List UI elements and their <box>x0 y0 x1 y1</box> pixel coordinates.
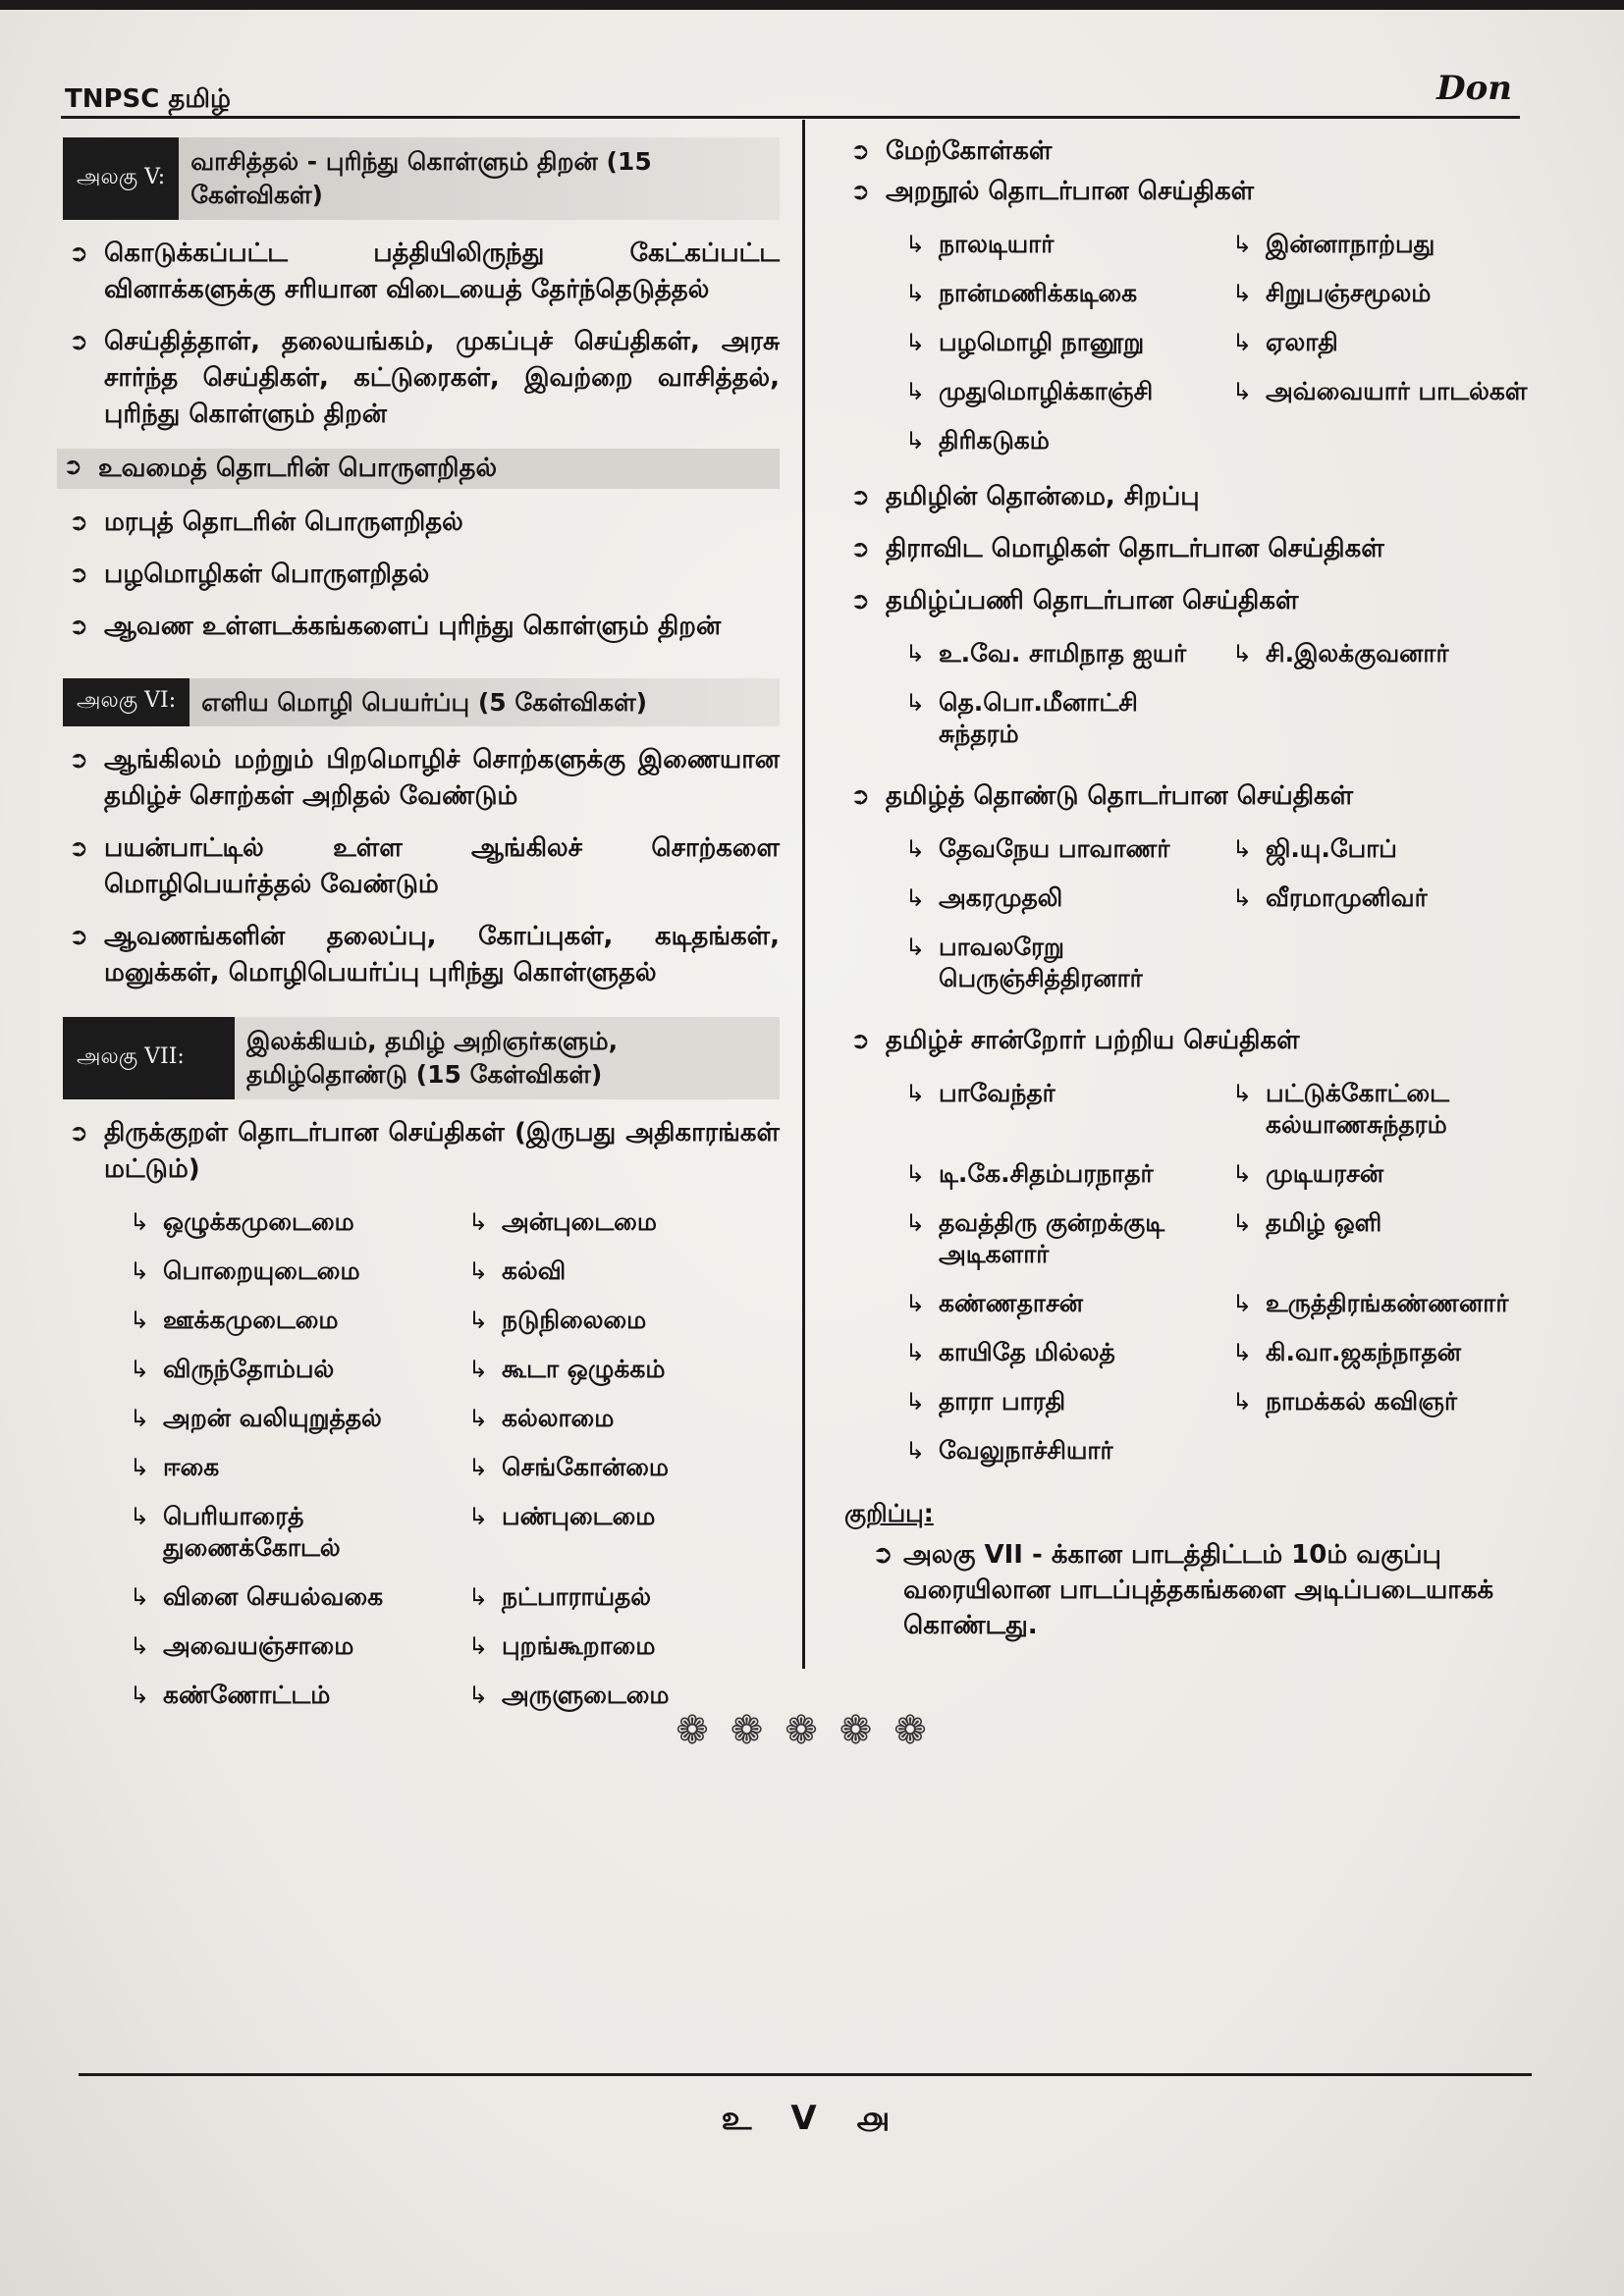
sub-list-item <box>1215 425 1532 456</box>
ornament-divider: ❁❁❁❁❁ <box>676 1708 948 1753</box>
sub-list-item: ↳ திரிகடுகம் <box>905 426 1050 454</box>
list-item: ➲ மரபுத் தொடரின் பொருளறிதல் <box>69 507 463 537</box>
arrow-bullet-icon: ↳ <box>130 1404 150 1432</box>
column-divider <box>802 120 805 1669</box>
right-column <box>844 128 1532 1643</box>
header-rule <box>61 116 1520 119</box>
sub-list-item: ↳ வீரமாமுனிவர் <box>1232 883 1428 912</box>
arrow-bullet-icon: ↳ <box>468 1404 489 1432</box>
unit6-label: அலகு VI: <box>63 678 189 727</box>
aranool-books <box>888 220 1532 465</box>
sub-list-item: ↳ கூடா ஒழுக்கம் <box>468 1354 666 1383</box>
right-list-4 <box>844 1023 1532 1059</box>
arrow-bullet-icon: ↳ <box>1232 835 1253 863</box>
arrow-bullet-icon: ↳ <box>468 1681 489 1709</box>
right-list-2 <box>844 479 1532 619</box>
arrow-bullet-icon: ↳ <box>1232 280 1253 307</box>
sub-list-item: ↳ காயிதே மில்லத் <box>905 1338 1115 1366</box>
list-item: ➲ தமிழ்த் தொண்டு தொடர்பான செய்திகள் <box>850 781 1354 811</box>
arrow-bullet-icon: ↳ <box>468 1502 489 1530</box>
unit5-label: அலகு V: <box>63 137 179 220</box>
publisher-logo: Don <box>1436 69 1512 108</box>
sub-list-item: ↳ கல்வி <box>468 1255 567 1285</box>
sub-list-item: ↳ தவத்திரு குன்றக்குடி அடிகளார் <box>905 1208 1165 1268</box>
unit7-title: இலக்கியம், தமிழ் அறிஞர்களும், தமிழ்தொண்டு (15 கேள்விகள்) <box>235 1017 780 1099</box>
tamilpani-people <box>888 629 1532 759</box>
arrow-bullet-icon: ↳ <box>130 1631 150 1660</box>
sub-list-item: ↳ தாரா பாரதி <box>905 1387 1066 1415</box>
arrow-bullet-icon: ↳ <box>130 1207 150 1236</box>
sub-list-item: ↳ அவ்வையார் பாடல்கள் <box>1232 377 1528 405</box>
sub-list-item: ↳ இன்னாநாற்பது <box>1232 230 1435 258</box>
list-item: ➲ உவமைத் தொடரின் பொருளறிதல் <box>57 449 780 489</box>
sub-list-item: ↳ சிறுபஞ்சமூலம் <box>1232 279 1432 307</box>
arrow-bullet-icon: ↳ <box>1232 640 1253 667</box>
sub-list-item: ↳ நாமக்கல் கவிஞர் <box>1232 1387 1458 1415</box>
unit6-heading <box>63 678 780 727</box>
arrow-bullet-icon: ↳ <box>130 1256 150 1285</box>
unit5-heading <box>63 137 780 220</box>
arrow-bullet-icon: ↳ <box>468 1256 489 1285</box>
list-item: ➲ திராவிட மொழிகள் தொடர்பான செய்திகள் <box>850 534 1384 563</box>
arrow-bullet-icon: ↳ <box>468 1355 489 1383</box>
arrow-bullet-icon: ↳ <box>130 1582 150 1611</box>
sub-list-item: ↳ உருத்திரங்கண்ணனார் <box>1232 1289 1509 1317</box>
sub-list-item: ↳ வினை செயல்வகை <box>130 1581 384 1611</box>
sub-list-item <box>1215 1435 1532 1467</box>
arrow-bullet-icon: ↳ <box>905 1437 926 1465</box>
unit7-list <box>63 1115 780 1188</box>
sub-list-item: ↳ உ.வே. சாமிநாத ஐயர் <box>905 639 1187 667</box>
sub-list-item: ↳ முதுமொழிக்காஞ்சி <box>905 377 1154 405</box>
sub-list-item: ↳ ஏலாதி <box>1232 328 1338 356</box>
sub-list-item: ↳ அருளுடைமை <box>468 1680 670 1709</box>
list-item: ➲ தமிழ்ச் சான்றோர் பற்றிய செய்திகள் <box>850 1026 1300 1055</box>
list-item: ➲ தமிழின் தொன்மை, சிறப்பு <box>850 482 1200 511</box>
left-column <box>63 128 780 1734</box>
sub-list-item: ↳ அன்புடைமை <box>468 1206 657 1236</box>
arrow-bullet-icon: ↳ <box>1232 231 1253 258</box>
right-list-3 <box>844 778 1532 815</box>
sub-list-item <box>1215 932 1532 994</box>
arrow-bullet-icon: ↳ <box>468 1631 489 1660</box>
footer-rule <box>79 2073 1532 2076</box>
arrow-bullet-icon: ↳ <box>905 1080 926 1107</box>
sub-list-item: ↳ பாவேந்தர் <box>905 1079 1056 1107</box>
arrow-bullet-icon: ↳ <box>905 934 926 961</box>
list-item: ➲ திருக்குறள் தொடர்பான செய்திகள் (இருபது அதிகாரங்கள் மட்டும்) <box>69 1117 780 1184</box>
arrow-bullet-icon: ↳ <box>130 1355 150 1383</box>
list-item: ➲ அறநூல் தொடர்பான செய்திகள் <box>850 177 1255 206</box>
sub-list-item: ↳ பொறையுடைமை <box>130 1255 360 1285</box>
arrow-bullet-icon: ↳ <box>1232 329 1253 356</box>
list-item: ➲ ஆவணங்களின் தலைப்பு, கோப்புகள், கடிதங்கள், மனுக்கள், மொழிபெயர்ப்பு புரிந்து கொள்ளுதல் <box>69 922 780 988</box>
list-item: ➲ தமிழ்ப்பணி தொடர்பான செய்திகள் <box>850 586 1299 615</box>
sub-list-item: ↳ நாலடியார் <box>905 230 1055 258</box>
arrow-bullet-icon: ↳ <box>905 835 926 863</box>
arrow-bullet-icon: ↳ <box>905 1209 926 1237</box>
arrow-bullet-icon: ↳ <box>1232 884 1253 912</box>
arrow-bullet-icon: ↳ <box>905 378 926 405</box>
arrow-bullet-icon: ↳ <box>1232 1080 1253 1107</box>
sub-list-item: ↳ விருந்தோம்பல் <box>130 1354 335 1383</box>
arrow-bullet-icon: ↳ <box>130 1681 150 1709</box>
list-item: ➲ மேற்கோள்கள் <box>850 136 1053 166</box>
sub-list-item: ↳ நான்மணிக்கடிகை <box>905 279 1138 307</box>
sub-list-item: ↳ தெ.பொ.மீனாட்சி சுந்தரம் <box>905 688 1138 748</box>
list-item: ➲ செய்தித்தாள், தலையங்கம், முகப்புச் செய்திகள், அரசு சார்ந்த செய்திகள், கட்டுரைகள், இவற்றை வாசித்தல், புரிந்து கொள்ளும் திறன் <box>69 326 780 429</box>
arrow-bullet-icon: ↳ <box>905 884 926 912</box>
sub-list-item: ↳ ஒழுக்கமுடைமை <box>130 1206 354 1236</box>
sub-list-item: ↳ நடுநிலைமை <box>468 1305 647 1334</box>
sub-list-item: ↳ கல்லாமை <box>468 1403 615 1432</box>
sub-list-item: ↳ பழமொழி நானூறு <box>905 328 1145 356</box>
top-edge <box>0 0 1624 10</box>
arrow-bullet-icon: ↳ <box>905 1160 926 1188</box>
sub-list-item: ↳ புறங்கூறாமை <box>468 1630 656 1660</box>
arrow-bullet-icon: ↳ <box>905 1388 926 1415</box>
arrow-bullet-icon: ↳ <box>905 427 926 454</box>
unit7-heading <box>63 1017 780 1099</box>
arrow-bullet-icon: ↳ <box>905 231 926 258</box>
sub-list-item: ↳ பாவலரேறு பெருஞ்சித்திரனார் <box>905 933 1143 992</box>
sub-list-item: ↳ சி.இலக்குவனார் <box>1232 639 1449 667</box>
arrow-bullet-icon: ↳ <box>130 1306 150 1334</box>
sub-list-item: ↳ தமிழ் ஒளி <box>1232 1208 1382 1237</box>
arrow-bullet-icon: ↳ <box>905 329 926 356</box>
sub-list-item: ↳ அகரமுதலி <box>905 883 1063 912</box>
sub-list-item: ↳ அவையஞ்சாமை <box>130 1630 354 1660</box>
sub-list-item: ↳ கண்ணதாசன் <box>905 1289 1084 1317</box>
note-text: ➲ அலகு VII - க்கான பாடத்திட்டம் 10ம் வகுப்பு வரையிலான பாடப்புத்தகங்களை அடிப்படையாகக் கொண்டது. <box>872 1540 1494 1640</box>
arrow-bullet-icon: ↳ <box>130 1453 150 1481</box>
arrow-bullet-icon: ↳ <box>1232 1160 1253 1188</box>
sub-list-item: ↳ பட்டுக்கோட்டை கல்யாணசுந்தரம் <box>1232 1079 1450 1139</box>
arrow-bullet-icon: ↳ <box>905 689 926 717</box>
sub-list-item: ↳ அறன் வலியுறுத்தல் <box>130 1403 382 1432</box>
arrow-bullet-icon: ↳ <box>468 1306 489 1334</box>
sub-list-item: ↳ பெரியாரைத் துணைக்கோடல் <box>130 1501 341 1562</box>
sub-list-item: ↳ முடியரசன் <box>1232 1159 1384 1188</box>
unit5-list <box>63 236 780 645</box>
unit6-list <box>63 742 780 991</box>
sub-list-item: ↳ ஈகை <box>130 1452 220 1481</box>
unit5-title: வாசித்தல் - புரிந்து கொள்ளும் திறன் (15 கேள்விகள்) <box>179 137 780 220</box>
arrow-bullet-icon: ↳ <box>1232 1388 1253 1415</box>
sub-list-item: ↳ பண்புடைமை <box>468 1501 656 1530</box>
sub-list-item: ↳ வேலுநாச்சியார் <box>905 1436 1113 1465</box>
arrow-bullet-icon: ↳ <box>468 1582 489 1611</box>
sub-list-item: ↳ கண்ணோட்டம் <box>130 1680 331 1709</box>
sub-list-item: ↳ ஊக்கமுடைமை <box>130 1305 339 1334</box>
arrow-bullet-icon: ↳ <box>905 280 926 307</box>
sub-list-item: ↳ செங்கோன்மை <box>468 1452 670 1481</box>
unit7-label: அலகு VII: <box>63 1017 235 1099</box>
sub-list-item: ↳ டி.கே.சிதம்பரநாதர் <box>905 1159 1154 1188</box>
list-item: ➲ கொடுக்கப்பட்ட பத்தியிலிருந்து கேட்கப்பட்ட வினாக்களுக்கு சரியான விடையைத் தேர்ந்தெடுத்தல் <box>69 238 780 304</box>
list-item: ➲ பழமொழிகள் பொருளறிதல் <box>69 559 430 589</box>
unit6-title: எளிய மொழி பெயர்ப்பு (5 கேள்விகள்) <box>189 678 780 727</box>
right-list-1 <box>844 133 1532 210</box>
arrow-bullet-icon: ↳ <box>468 1453 489 1481</box>
arrow-bullet-icon: ↳ <box>1232 1290 1253 1317</box>
arrow-bullet-icon: ↳ <box>468 1207 489 1236</box>
header-book-title: TNPSC தமிழ் <box>65 84 231 114</box>
list-item: ➲ பயன்பாட்டில் உள்ள ஆங்கிலச் சொற்களை மொழிபெயர்த்தல் வேண்டும் <box>69 833 780 900</box>
arrow-bullet-icon: ↳ <box>905 640 926 667</box>
list-item: ➲ ஆவண உள்ளடக்கங்களைப் புரிந்து கொள்ளும் திறன் <box>69 611 722 641</box>
arrow-bullet-icon: ↳ <box>905 1339 926 1366</box>
arrow-bullet-icon: ↳ <box>1232 1209 1253 1237</box>
kural-chapters <box>112 1198 780 1720</box>
sub-list-item: ↳ கி.வா.ஜகந்நாதன் <box>1232 1338 1461 1366</box>
sub-list-item: ↳ தேவநேய பாவாணர் <box>905 834 1170 863</box>
arrow-bullet-icon: ↳ <box>130 1502 150 1530</box>
page-number: உ V ௮ <box>721 2099 903 2138</box>
note-label: குறிப்பு: <box>844 1499 934 1527</box>
arrow-bullet-icon: ↳ <box>905 1290 926 1317</box>
thondu-people <box>888 825 1532 1003</box>
arrow-bullet-icon: ↳ <box>1232 378 1253 405</box>
list-item: ➲ ஆங்கிலம் மற்றும் பிறமொழிச் சொற்களுக்கு இணையான தமிழ்ச் சொற்கள் அறிதல் வேண்டும் <box>69 745 780 812</box>
sub-list-item: ↳ நட்பாராய்தல் <box>468 1581 652 1611</box>
arrow-bullet-icon: ↳ <box>1232 1339 1253 1366</box>
sub-list-item <box>1215 687 1532 750</box>
sub-list-item: ↳ ஜி.யு.போப் <box>1232 834 1397 863</box>
sanror-people <box>888 1069 1532 1475</box>
